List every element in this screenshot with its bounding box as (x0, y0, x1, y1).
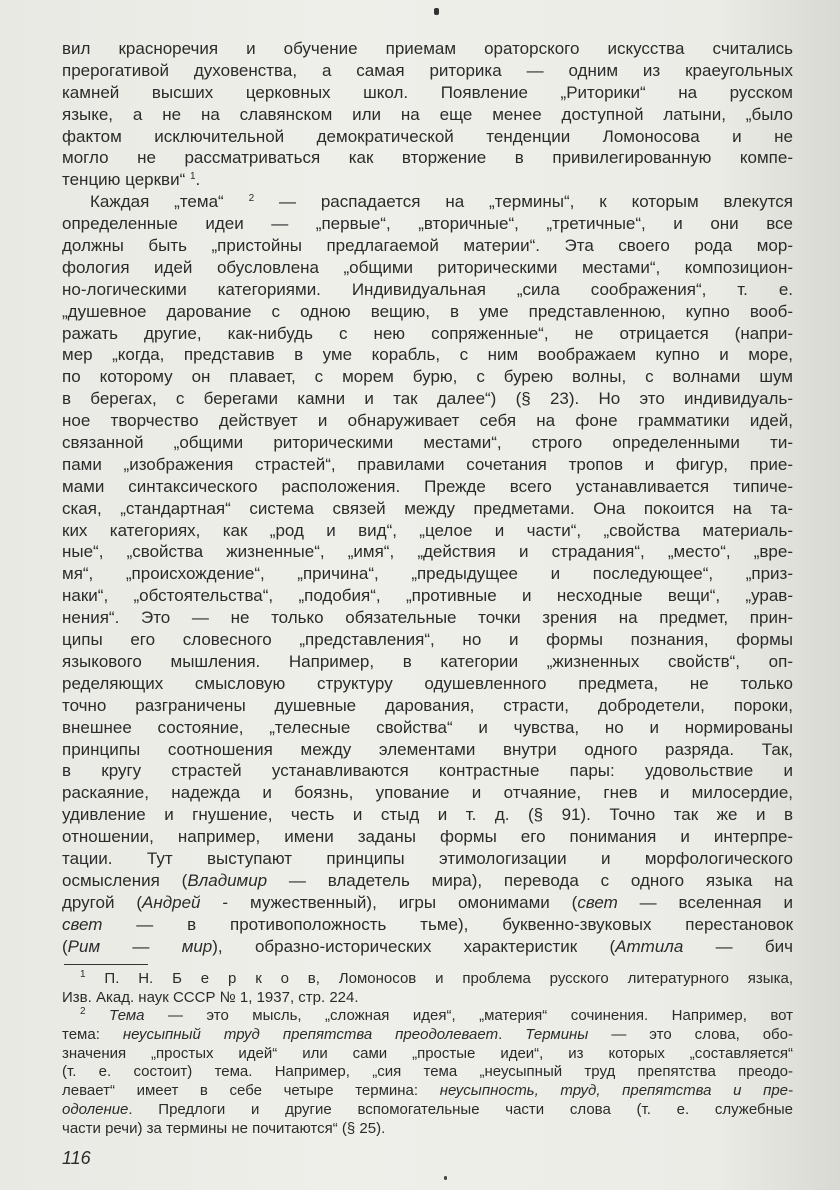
text-line (62, 257, 793, 279)
text-line (62, 213, 793, 235)
text-line (62, 629, 793, 651)
text-run: другой ( (62, 892, 143, 912)
text-run: могло не рассматриваться как вторжение в привилегированную компе- (62, 148, 793, 168)
text-run: осмысления ( (62, 870, 188, 890)
scan-speck (444, 1176, 447, 1180)
italic-run: свет (62, 914, 103, 934)
text-line (62, 651, 793, 673)
text-run: — бич (683, 936, 793, 956)
text-line (62, 782, 793, 804)
page-number: 116 (62, 1148, 91, 1168)
text-line (62, 432, 793, 454)
italic-run: Термины (525, 1026, 589, 1044)
footnote-rule (64, 964, 148, 965)
text-run: — владетель мира), перевода с одного языка на (267, 870, 793, 890)
text-line (62, 126, 793, 148)
text-line (62, 848, 793, 870)
text-run: пами „изображения страстей“, правилами сочетания тропов и фигур, прие- (62, 454, 793, 474)
footnote-line (62, 1045, 793, 1064)
text-line (62, 607, 793, 629)
text-line (62, 344, 793, 366)
text-run: наки“, „обстоятельства“, „подобия“, „противные и несходные вещи“, „урав- (62, 586, 793, 606)
text-line (62, 804, 793, 826)
text-line (62, 82, 793, 104)
text-run: отношении, например, имени заданы формы его понимания и интерпре- (62, 827, 793, 847)
text-line (62, 38, 793, 60)
text-run: ределяющих смысловую структуру одушевленного предмета, не только (62, 673, 793, 693)
text-run: ражать другие, как-нибудь с нею сопряженные“, не отрицается (напри- (62, 323, 793, 343)
text-run: камней высших церковных школ. Появление „Риторики“ на русском (62, 82, 793, 102)
text-run: раскаяние, надежда и боязнь, упование и отчаяние, гнев и милосердие, (62, 783, 793, 803)
text-run: определенные идеи — „первые“, „вторичные“, „третичные“, и они все (62, 214, 793, 234)
text-run: — вселенная и (617, 892, 793, 912)
text-line (62, 104, 793, 126)
italic-run: Рим — мир (67, 936, 213, 956)
text-run: . (498, 1026, 526, 1044)
text-line (62, 563, 793, 585)
text-run: тации. Тут выступают принципы этимологизации и морфологического (62, 848, 793, 868)
text-line (62, 520, 793, 542)
text-run: внешнее состояние, „телесные свойства“ и чувства, но и нормированы (62, 717, 793, 737)
italic-run: Владимир (187, 870, 268, 890)
text-run: . (195, 170, 201, 190)
text-line (62, 279, 793, 301)
text-run: левает“ имеет в себе четыре термина: (62, 1082, 440, 1100)
text-run: Изв. Акад. наук СССР № 1, 1937, стр. 224. (62, 988, 359, 1006)
text-run: мя“, „происхождение“, „причина“, „предыдущее и последующее“, „приз- (62, 564, 793, 584)
text-run (86, 1007, 109, 1024)
italic-run: неусыпность, труд, препятства и пре- (439, 1082, 793, 1100)
text-line (62, 147, 793, 169)
text-run: тема: (62, 1026, 123, 1044)
footnote-line (62, 1026, 793, 1045)
italic-run: свет (577, 892, 618, 912)
text-line (62, 191, 793, 213)
text-run: но-логическими категориями. Индивидуальная „сила соображения“, т. е. (62, 279, 793, 299)
italic-run: Тема (109, 1007, 145, 1025)
text-line (62, 760, 793, 782)
italic-run: неусыпный труд препятства преодолевает (122, 1026, 499, 1044)
text-line (62, 892, 793, 914)
text-run: . Предлоги и другие вспомогательные части слова (т. е. служебные (128, 1100, 793, 1118)
text-line (62, 739, 793, 761)
text-line (62, 388, 793, 410)
text-run: точно разграничены душевные дарования, страсти, добродетели, пороки, (62, 695, 793, 715)
footnotes (62, 970, 793, 1138)
footnote-line (62, 1082, 793, 1101)
text-run: ), образно-исторических характеристик ( (212, 936, 616, 956)
text-run: — это мысль, „сложная идея“, „материя“ сочинения. Например, вот (144, 1007, 794, 1025)
footnote-line (62, 970, 793, 989)
footnote-line (62, 1007, 793, 1026)
text-run: в кругу страстей устанавливаются контрастные пары: удовольствие и (62, 761, 793, 781)
text-line (62, 673, 793, 695)
text-run: связанной „общими риторическими местами“, строго определенными ти- (62, 433, 793, 453)
footnote-line (62, 1063, 793, 1082)
footnote-ref: 1 (189, 171, 196, 183)
text-run: - мужественный), игры омонимами ( (200, 892, 578, 912)
italic-run: Андрей (142, 892, 201, 912)
text-line (62, 366, 793, 388)
text-run: ( (62, 936, 68, 956)
text-run: принципы соотношения между элементами внутри одного разряда. Так, (62, 739, 793, 759)
text-line (62, 454, 793, 476)
text-run: удивление и гнушение, честь и стыд и т. д. (§ 91). Точно так же и в (62, 805, 793, 825)
footnote-line (62, 989, 793, 1008)
text-run: ное творчество действует и обнаруживает себя на фоне грамматики идей, (62, 411, 793, 431)
text-run: языкового мышления. Например, в категории „жизненных свойств“, оп- (62, 651, 793, 671)
text-run: по которому он плавает, с морем бурю, с бурею волны, с волнами шум (62, 367, 793, 387)
text-run: прерогативой духовенства, а самая риторика — одним из краеугольных (62, 60, 793, 80)
text-run: ципы его словесного „представления“, но и формы познания, формы (62, 630, 793, 650)
text-line (62, 870, 793, 892)
text-run: П. Н. Б е р к о в, Ломоносов и проблема русского литературного языка, (85, 970, 793, 987)
text-line (62, 826, 793, 848)
text-run: вил красноречия и обучение приемам ораторского искусства считались (62, 39, 793, 58)
footnote-line (62, 1101, 793, 1120)
text-run: Каждая „тема“ (90, 192, 249, 212)
footnote-line (62, 1120, 793, 1139)
text-run: — в противоположность тьме), буквенно-звуковых перестановок (102, 914, 793, 934)
text-run: значения „простых идей“ или сами „простые идеи“, из которых „составляется“ (62, 1044, 793, 1062)
text-run: — распадается на „термины“, к которым влекутся (254, 192, 793, 212)
text-run: ные“, „свойства жизненные“, „имя“, „действия и страдания“, „место“, „вре- (62, 542, 793, 562)
text-line (62, 585, 793, 607)
text-run: (т. е. состоит) тема. Например, „сия тема „неусыпный труд препятства преодо- (62, 1063, 793, 1081)
text-run: ская, „стандартная“ система связей между предметами. Она покоится на та- (62, 498, 793, 518)
italic-run: одоление (62, 1100, 129, 1118)
text-line (62, 914, 793, 936)
text-run: языке, а не на славянском или на еще менее доступной латыни, „было (62, 104, 793, 124)
text-line (62, 301, 793, 323)
text-run: ких категориях, как „род и вид“, „целое и части“, „свойства материаль- (62, 520, 793, 540)
text-line (62, 498, 793, 520)
text-line (62, 235, 793, 257)
footnote-ref: 1 (80, 969, 86, 980)
text-run: фактом исключительной демократической тенденции Ломоносова и не (62, 126, 793, 146)
text-run: — это слова, обо- (588, 1026, 793, 1044)
text-line (62, 323, 793, 345)
text-run: части речи) за термины не почитаются“ (§ 25). (62, 1119, 386, 1137)
text-line (62, 60, 793, 82)
text-run: должны быть „пристойны предлагаемой материи“. Эта своего рода мор- (62, 236, 793, 256)
footnote-ref: 2 (80, 1006, 86, 1018)
scan-speck (434, 8, 439, 15)
text-run: тенцию церкви“ (62, 170, 190, 190)
text-run: мами синтаксического расположения. Прежде всего устанавливается типиче- (62, 476, 793, 496)
text-run: нения“. Это — не только обязательные точки зрения на предмет, прин- (62, 608, 793, 628)
main-text (62, 38, 793, 957)
text-line (62, 541, 793, 563)
text-line (62, 169, 793, 191)
text-run: мер „когда, представив в уме корабль, с ним воображаем купно и море, (62, 345, 793, 365)
text-line (62, 476, 793, 498)
text-run: „душевное дарование с одною вещию, в уме представленною, купно вооб- (62, 301, 793, 321)
text-run: в берегах, с берегами камни и так далее“) (§ 23). Но это индивидуаль- (62, 389, 793, 409)
italic-run: Аттила (615, 936, 684, 956)
text-line (62, 717, 793, 739)
text-line (62, 410, 793, 432)
text-line (62, 695, 793, 717)
text-line (62, 936, 793, 958)
footnote-ref: 2 (248, 193, 255, 205)
text-run: фология идей обусловлена „общими риторическими местами“, композицион- (62, 257, 793, 277)
